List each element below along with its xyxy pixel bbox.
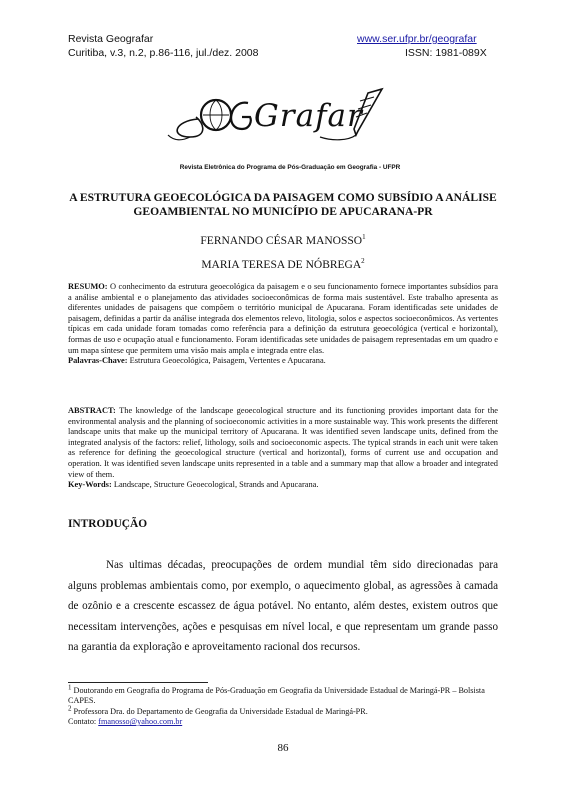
journal-logo [160,85,400,145]
footnote-2-text: Professora Dra. do Departamento de Geografia da Universidade Estadual de Maringá-PR. [73,706,368,716]
abstract-label: ABSTRACT: [68,406,116,415]
resumo-section [68,282,498,367]
author-2-name: MARIA TERESA DE NÓBREGA [201,259,362,271]
author-2 [0,259,566,271]
logo-subtitle: Revista Eletrônica do Programa de Pós-Graduação em Geografia - UFPR [179,164,401,171]
journal-citation: Curitiba, v.3, n.2, p.86-116, jul./dez. 2008 [68,47,259,59]
title-line-2: GEOAMBIENTAL NO MUNICÍPIO DE APUCARANA-PR [133,204,433,218]
intro-heading: INTRODUÇÃO [68,518,148,530]
footnote-1-mark: 1 [68,683,72,692]
logo-wordmark: Grafar [254,98,363,134]
intro-paragraph [68,555,498,658]
journal-url-link[interactable]: www.ser.ufpr.br/geografar [357,33,477,45]
journal-issn: ISSN: 1981-089X [405,47,487,59]
resumo-keywords-label: Palavras-Chave: [68,356,128,366]
footnote-contact [68,717,498,727]
contact-email-link[interactable]: fmanosso@yahoo.com.br [98,717,183,727]
intro-paragraph-text: Nas ultimas décadas, preocupações de ordem mundial têm sido direcionadas para alguns problemas ambientais como, por exemplo, o aquecimento global, as agressões à camada de ozônio e a crescente escassez de água potável. No entanto, além destes, existem outros que necessitam intervenções, ações e pesquisas em nível local, e que representam um grande passo na garantia da exploração e aproveitamento racional dos recursos. [68,559,498,654]
title-line-1: A ESTRUTURA GEOECOLÓGICA DA PAISAGEM COMO SUBSÍDIO A ANÁLISE [69,191,497,204]
footnote-2-mark: 2 [68,704,72,713]
author-2-footnote-mark: 2 [361,257,365,266]
abstract-keywords: Landscape, Structure Geoecological, Strands and Apucarana. [113,480,319,490]
footnote-divider [68,682,208,683]
footnote-1 [68,683,498,707]
abstract-text: The knowledge of the landscape geoecological structure and its functioning provides important data for the environmental analysis and the planning of socioeconomic activities in a more sustainable way. This work presents the different landscape units that make up the municipal territory of Apucarana. It was identified seven landscape units, defined from the integrated analysis of the factors: relief, lithology, soils and socioeconomic aspects. The typical strands in each unit were taken as reference for defining the geoecological structure (vertical and horizontal), forms of current use and occupation and operation. It was identified seven landscape units represented in a table and a summary map that allow a broader and integrated view of them. [68,406,498,479]
abstract-section [68,406,498,491]
contact-label: Contato: [68,717,97,727]
resumo-text: O conhecimento da estrutura geoecológica da paisagem e o seu funcionamento fornece importantes subsídios para a análise ambiental e o planejamento das atividades socioeconômicas de forma mais sustentável. Este trabalho apresenta as diferentes unidades de paisagens que compõem o território municipal de Apucarana. Foram identificadas sete unidades de paisagem, definidas a partir da análise integrada dos elementos relevo, litologia, solos e aspectos socioeconômicos. As vertentes típicas em cada unidade foram tomadas como referência para a definição da estrutura geoecológica (vertical e horizontal), formas de uso e ocupação atual e funcionamento. Foram identificadas sete unidades de paisagem representadas em um quadro e um mapa síntese que permitem uma visão mais ampla e integrada entre elas. [68,282,498,355]
journal-name: Revista Geografar [68,33,154,45]
author-1 [0,235,566,247]
resumo-label: RESUMO: [68,282,108,291]
author-1-name: FERNANDO CÉSAR MANOSSO [200,235,363,247]
footnotes [68,683,498,728]
page-number: 86 [277,742,289,754]
resumo-keywords: Estrutura Geoecológica, Paisagem, Vertentes e Apucarana. [129,356,326,366]
abstract-keywords-label: Key-Words: [68,480,112,490]
author-1-footnote-mark: 1 [362,233,366,242]
article-title [48,191,518,218]
footnote-2 [68,704,498,717]
footnote-1-text: Doutorando em Geografia do Programa de Pós-Graduação em Geografia da Universidade Estadual de Maringá-PR – Bolsista CAPES. [68,686,485,706]
